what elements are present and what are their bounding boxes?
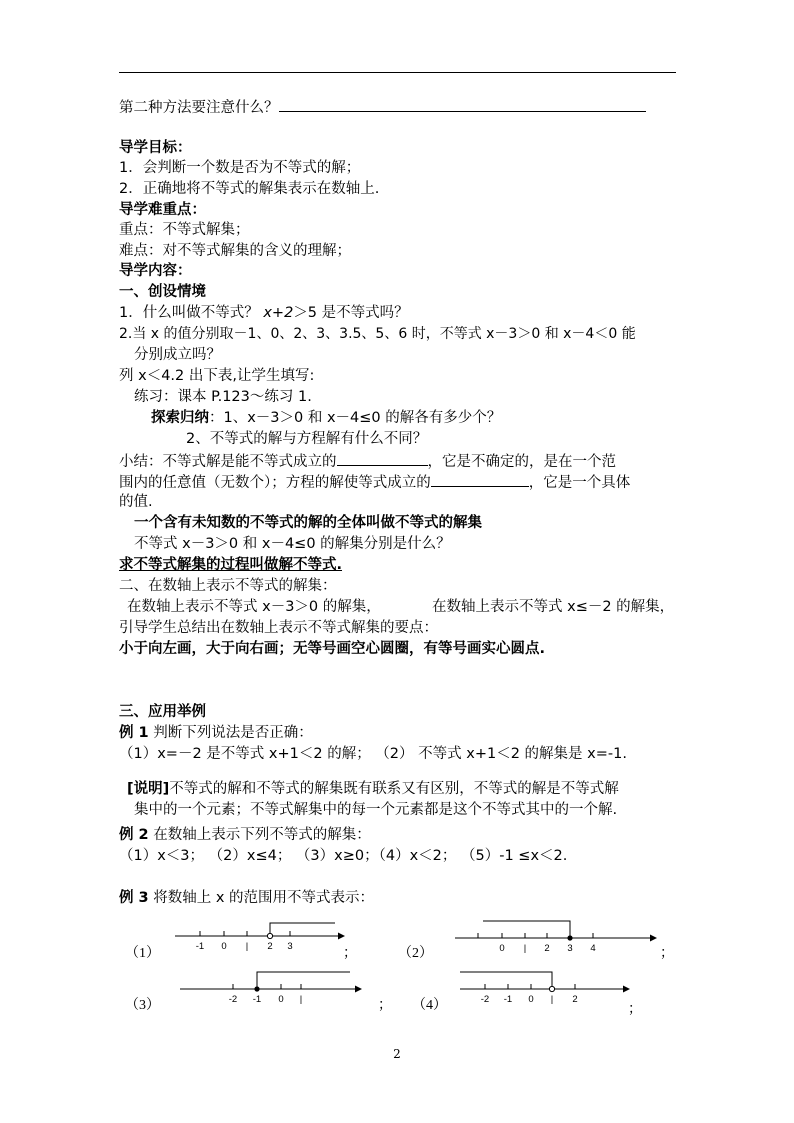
summary-line-1 <box>119 451 616 472</box>
s1-item-2a: 2.当 x 的值分别取－1、0、2、3、3.5、5、6 时，不等式 x－3＞0 和 x－4＜0 能 <box>119 326 636 342</box>
figure-semicolon-1: ； <box>343 946 357 961</box>
summary-text-2a: 围内的任意值（无数个）；方程的解使等式成立的 <box>119 475 431 491</box>
s1-item-1-text: 1．什么叫做不等式？ <box>119 305 264 321</box>
note-line-2: 集中的一个元素；不等式解集中的每一个元素都是这个不等式其中的一个解. <box>134 802 618 818</box>
example-3-title <box>119 889 374 908</box>
explore-line-1 <box>151 409 501 428</box>
number-line-3 <box>175 967 365 1007</box>
definition-solution-set: 一个含有未知数的不等式的解的全体叫做不等式的解集 <box>134 515 482 531</box>
tick-label: 3 <box>287 941 293 952</box>
question-line <box>119 97 646 118</box>
figure-label-1: （1） <box>125 946 160 961</box>
tick-label: -2 <box>480 994 490 1005</box>
tick-label: 2 <box>267 941 273 952</box>
summary-text-1a: 小结：不等式解是能不等式成立的 <box>119 454 337 470</box>
section-2-task-a: 在数轴上表示不等式 x－3＞0 的解集， <box>127 599 381 615</box>
example-2-text: 在数轴上表示下列不等式的解集： <box>148 827 371 843</box>
section-2-guide: 引导学生总结出在数轴上表示不等式解集的要点： <box>119 620 438 636</box>
goal-item-2: 2．正确地将不等式的解集表示在数轴上. <box>119 181 380 197</box>
example-1-items: （1）x=－2 是不等式 x+1＜2 的解； （2） 不等式 x+1＜2 的解集是 x=-1. <box>119 746 627 762</box>
key-title: 导学难重点： <box>119 202 206 218</box>
explore-line-2: 2、不等式的解与方程解有什么不同？ <box>186 431 428 447</box>
example-2-title <box>119 826 371 845</box>
s1-item-1 <box>119 304 409 323</box>
figure-semicolon-3: ； <box>378 998 392 1013</box>
summary-line-2 <box>119 472 630 493</box>
figure-label-4: （4） <box>412 998 447 1013</box>
goal-title: 导学目标： <box>119 140 192 156</box>
content-title: 导学内容： <box>119 263 192 279</box>
tick-label: | <box>245 941 249 952</box>
tick-label: 2 <box>572 994 578 1005</box>
summary-blank-2[interactable] <box>431 472 529 487</box>
page-number: 2 <box>393 1047 401 1061</box>
summary-text-1b: ，它是不确定的，是在一个范 <box>427 454 616 470</box>
s1-item-2b: 分别成立吗？ <box>134 347 221 363</box>
tick-label: -1 <box>503 994 513 1005</box>
figure-label-2: （2） <box>398 946 433 961</box>
goal-item-1: 1．会判断一个数是否为不等式的解； <box>119 160 361 176</box>
section-3-title: 三、应用举例 <box>119 704 206 720</box>
tick-label: 2 <box>544 943 550 954</box>
key-item-1: 重点：不等式解集； <box>119 222 250 238</box>
number-line-1 <box>170 920 346 956</box>
practice-line: 练习：课本 P.123～练习 1. <box>134 389 312 405</box>
example-1-text: 判断下列说法是否正确： <box>148 725 313 741</box>
tick-label: -1 <box>195 941 205 952</box>
summary-text-2b: ，它是一个具体 <box>528 475 631 491</box>
summary-blank-1[interactable] <box>337 451 428 466</box>
note-text-1: 不等式的解和不等式的解集既有联系又有区别，不等式的解是不等式解 <box>169 781 619 797</box>
tick-label: -2 <box>228 994 238 1005</box>
example-2-label: 例 2 <box>119 827 149 843</box>
explore-label: 探索归纳 <box>151 410 209 426</box>
figure-label-3: （3） <box>125 998 160 1013</box>
example-2-items: （1）x＜3； （2）x≤4； （3）x≥0；（4）x＜2； （5）-1 ≤x＜2. <box>119 848 568 864</box>
section-2-task-b: 在数轴上表示不等式 x≤－2 的解集， <box>432 599 675 615</box>
figure-semicolon-2: ； <box>660 946 674 961</box>
explore-text-1: ：1、x－3＞0 和 x－4≤0 的解各有多少个？ <box>209 410 502 426</box>
tick-label: | <box>523 943 527 954</box>
example-3-label: 例 3 <box>119 890 149 906</box>
definition-solve: 求不等式解集的过程叫做解不等式. <box>119 557 343 573</box>
example-1-label: 例 1 <box>119 725 149 741</box>
tick-label: | <box>550 994 554 1005</box>
summary-line-3: 的值. <box>119 494 153 510</box>
example-3-text: 将数轴上 x 的范围用不等式表示： <box>148 890 375 906</box>
tick-label: 4 <box>590 943 596 954</box>
answer-blank[interactable] <box>279 97 646 112</box>
tick-label: 0 <box>499 943 505 954</box>
tick-label: 0 <box>221 941 227 952</box>
solution-set-question: 不等式 x－3＞0 和 x－4≤0 的解集分别是什么？ <box>134 536 451 552</box>
tick-label: -1 <box>252 994 262 1005</box>
question-text: 第二种方法要注意什么？ <box>119 100 279 116</box>
section-2-title: 二、在数轴上表示不等式的解集： <box>119 578 337 594</box>
s1-item-1-tail: ＞5 是不等式吗？ <box>293 305 409 321</box>
note-label: [说明] <box>127 781 170 797</box>
number-line-4 <box>455 967 633 1007</box>
tick-label: | <box>299 994 303 1005</box>
key-item-2: 难点：对不等式解集的含义的理解； <box>119 243 351 259</box>
number-line-2 <box>450 918 660 956</box>
example-1-title <box>119 724 313 743</box>
header-rule <box>119 72 676 73</box>
tick-label: 0 <box>278 994 284 1005</box>
drawing-rule: 小于向左画，大于向右画；无等号画空心圆圈，有等号画实心圆点. <box>119 641 546 657</box>
tick-label: 3 <box>567 943 573 954</box>
section-1-title: 一、创设情境 <box>119 284 206 300</box>
note-line-1 <box>127 780 619 799</box>
tick-label: 0 <box>528 994 534 1005</box>
list-line: 列 x＜4.2 出下表,让学生填写: <box>119 368 315 384</box>
s1-item-1-expr: x+2 <box>263 305 294 321</box>
figure-semicolon-4: ； <box>628 1002 642 1017</box>
